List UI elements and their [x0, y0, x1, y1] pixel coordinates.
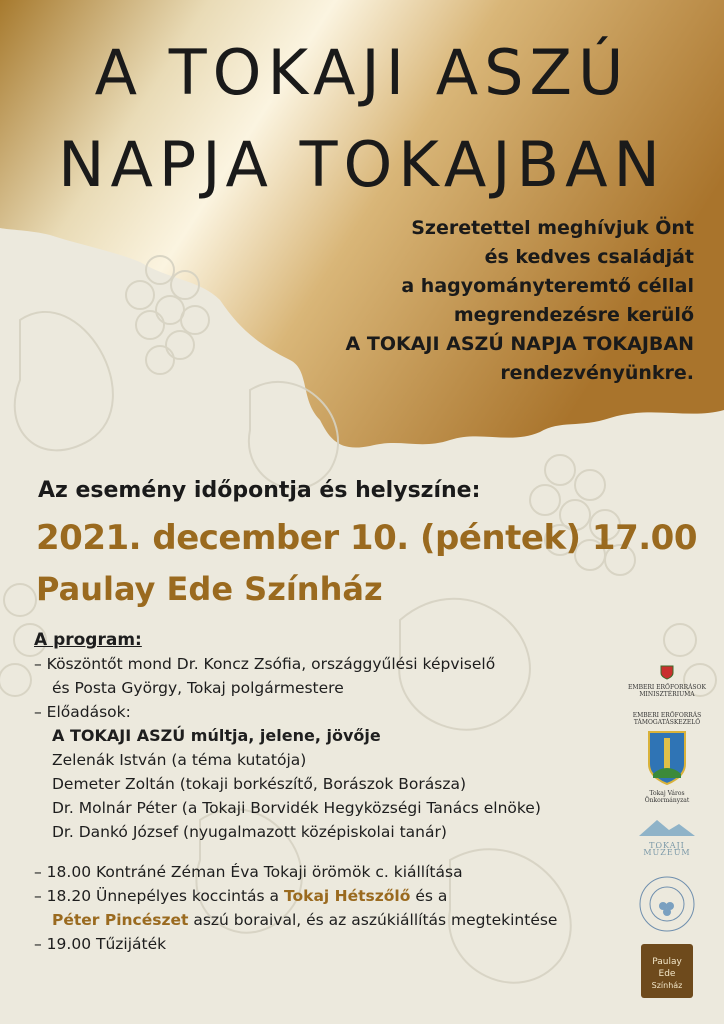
- program-item-1820-text: és a: [410, 887, 448, 905]
- city-crest-icon: [647, 730, 687, 786]
- program-item-1820-cont: [34, 908, 634, 932]
- speaker-item: Zelenák István (a téma kutatója): [52, 751, 307, 769]
- svg-text:Színház: Színház: [651, 981, 683, 990]
- program-item-1820-text: – 18.20 Ünnepélyes koccintás a: [34, 887, 284, 905]
- support-logo-text: EMBERI ERŐFORRÁS TÁMOGATÁSKEZELŐ: [632, 712, 702, 726]
- program-item-1820: [34, 884, 634, 908]
- invitation-line: A TOKAJI ASZÚ NAPJA TOKAJBAN: [345, 333, 694, 355]
- svg-text:Ede: Ede: [658, 969, 676, 979]
- city-logo-text: Tokaj Város Önkormányzat: [644, 790, 690, 804]
- speaker-item: Dr. Molnár Péter (a Tokaji Borvidék Hegyközségi Tanács elnöke): [52, 799, 541, 817]
- program-section: [34, 628, 634, 956]
- winery-name-peter: Péter Pincészet: [52, 911, 189, 929]
- invitation-line: megrendezésre kerülő: [453, 304, 694, 326]
- society-logo: [628, 874, 706, 938]
- invitation-text: [274, 214, 694, 388]
- lecture-title: A TOKAJI ASZÚ múltja, jelene, jövője: [52, 726, 381, 745]
- speaker-item: Dr. Dankó József (nyugalmazott középiskolai tanár): [52, 823, 447, 841]
- ministry-logo: [628, 664, 706, 698]
- theatre-logo: [628, 942, 706, 1006]
- page-title-line-1: A TOKAJI ASZÚ: [94, 36, 630, 109]
- mountain-icon: [637, 816, 697, 838]
- svg-text:Paulay: Paulay: [652, 957, 682, 967]
- invitation-line: és kedves családját: [484, 246, 694, 268]
- ministry-logo-text: EMBERI ERŐFORRÁSOK MINISZTÉRIUMA: [628, 684, 706, 698]
- program-heading: A program:: [34, 630, 142, 650]
- speaker-item: Demeter Zoltán (tokaji borkészítő, Borászok Borásza): [52, 775, 467, 793]
- program-greeting-cont: és Posta György, Tokaj polgármestere: [52, 679, 344, 697]
- museum-logo-text: TOKAJI MÚZEUM: [643, 841, 691, 857]
- support-logo: [628, 712, 706, 726]
- invitation-line: a hagyományteremtő céllal: [401, 275, 694, 297]
- invitation-line: Szeretettel meghívjuk Önt: [411, 217, 694, 239]
- winery-name-hetszolo: Tokaj Hétszőlő: [283, 887, 411, 905]
- program-item-1820-text: aszú boraival, és az aszúkiállítás megtekintése: [188, 911, 558, 929]
- program-item-1800: – 18.00 Kontráné Zéman Éva Tokaji örömök c. kiállítása: [34, 863, 463, 881]
- invitation-line: rendezvényünkre.: [500, 362, 694, 384]
- society-seal-icon: [637, 874, 697, 934]
- city-logo: [628, 730, 706, 804]
- program-item-1900: – 19.00 Tűzijáték: [34, 935, 167, 953]
- coat-of-arms-icon: [660, 664, 674, 680]
- page-title-line-2: NAPJA TOKAJBAN: [58, 128, 666, 201]
- program-lectures-label: – Előadások:: [34, 703, 131, 721]
- event-venue: Paulay Ede Színház: [36, 570, 383, 608]
- event-time-place-label: Az esemény időpontja és helyszíne:: [38, 478, 481, 503]
- museum-logo: [628, 816, 706, 856]
- program-greeting: – Köszöntőt mond Dr. Koncz Zsófia, országgyűlési képviselő: [34, 655, 496, 673]
- event-date: 2021. december 10. (péntek) 17.00: [36, 518, 697, 558]
- theatre-logo-icon: [637, 942, 697, 1002]
